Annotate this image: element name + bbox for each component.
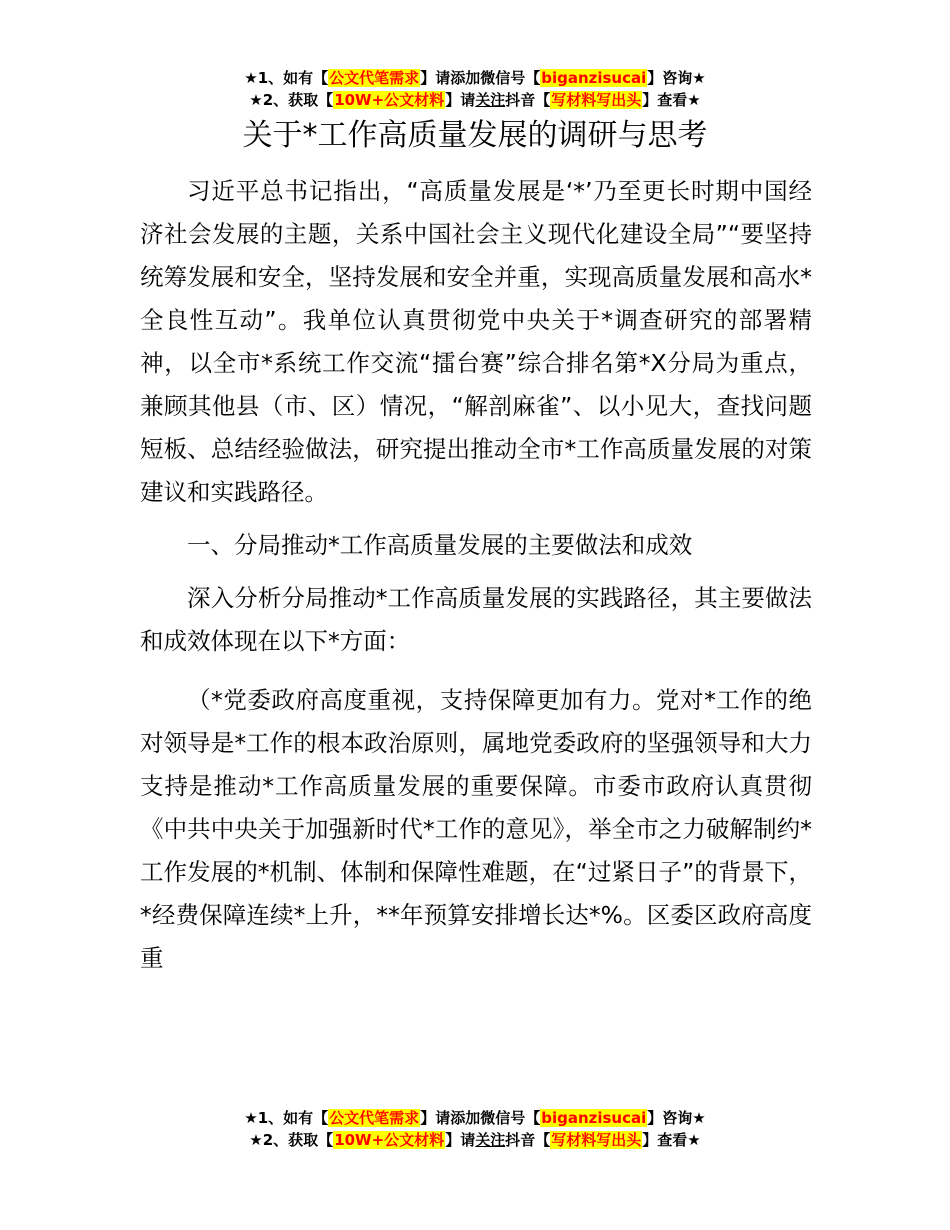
banner-highlight-materials: 10W+公文材料	[334, 1131, 445, 1149]
banner-highlight-materials: 10W+公文材料	[334, 91, 445, 109]
document-title: 关于*工作高质量发展的调研与思考	[242, 118, 708, 153]
banner-text: ★2、获取【	[249, 1131, 334, 1149]
banner-text: ★1、如有【	[244, 1109, 329, 1127]
banner-highlight-wechat: biganzisucai	[541, 69, 647, 87]
banner-text: 】请	[445, 91, 476, 109]
banner-line-1	[0, 1107, 950, 1129]
banner-highlight-service: 公文代笔需求	[329, 69, 420, 87]
banner-text: 】请添加微信号【	[420, 69, 541, 87]
paragraph-section-intro: 深入分析分局推动*工作高质量发展的实践路径，其主要做法和成效体现在以下*方面：	[140, 584, 812, 655]
banner-text: 】查看★	[642, 1131, 701, 1149]
banner-text-underlined: 关注	[475, 1131, 506, 1149]
banner-line-1	[0, 67, 950, 89]
banner-text: 】查看★	[642, 91, 701, 109]
header-banner	[0, 67, 950, 111]
banner-text: 抖音【	[505, 1131, 551, 1149]
section-heading-1: 一、分局推动*工作高质量发展的主要做法和成效	[187, 531, 693, 559]
banner-text-underlined: 关注	[475, 91, 506, 109]
banner-text: 】咨询★	[647, 1109, 706, 1127]
banner-line-2	[0, 1129, 950, 1151]
footer-banner	[0, 1107, 950, 1151]
banner-text: 抖音【	[505, 91, 551, 109]
banner-text: 】请	[445, 1131, 476, 1149]
document-body	[140, 170, 812, 980]
banner-highlight-douyin: 写材料写出头	[551, 1131, 642, 1149]
banner-line-2	[0, 89, 950, 111]
banner-text: 】请添加微信号【	[420, 1109, 541, 1127]
paragraph-point-1: （*党委政府高度重视，支持保障更加有力。党对*工作的绝对领导是*工作的根本政治原则，属地党委政府的坚强领导和大力支持是推动*工作高质量发展的重要保障。市委市政府认真贯彻《中共中央关于加强新时代*工作的意见》，举全市之力破解制约*工作发展的*机制、体制和保障性难题，在“过紧日子”的背景下，*经费保障连续*上升，**年预算安排增长达*%。区委区政府高度重	[140, 686, 812, 972]
banner-text: ★1、如有【	[244, 69, 329, 87]
banner-text: 】咨询★	[647, 69, 706, 87]
banner-text: ★2、获取【	[249, 91, 334, 109]
banner-highlight-wechat: biganzisucai	[541, 1109, 647, 1127]
paragraph-intro: 习近平总书记指出，“高质量发展是‘*’乃至更长时期中国经济社会发展的主题，关系中国社会主义现代化建设全局”“要坚持统筹发展和安全，坚持发展和安全并重，实现高质量发展和高水*全良性互动”。我单位认真贯彻党中央关于*调查研究的部署精神，以全市*系统工作交流“擂台赛”综合排名第*X分局为重点，兼顾其他县（市、区）情况，“解剖麻雀”、以小见大，查找问题短板、总结经验做法，研究提出推动全市*工作高质量发展的对策建议和实践路径。	[140, 177, 812, 506]
banner-highlight-service: 公文代笔需求	[329, 1109, 420, 1127]
banner-highlight-douyin: 写材料写出头	[551, 91, 642, 109]
